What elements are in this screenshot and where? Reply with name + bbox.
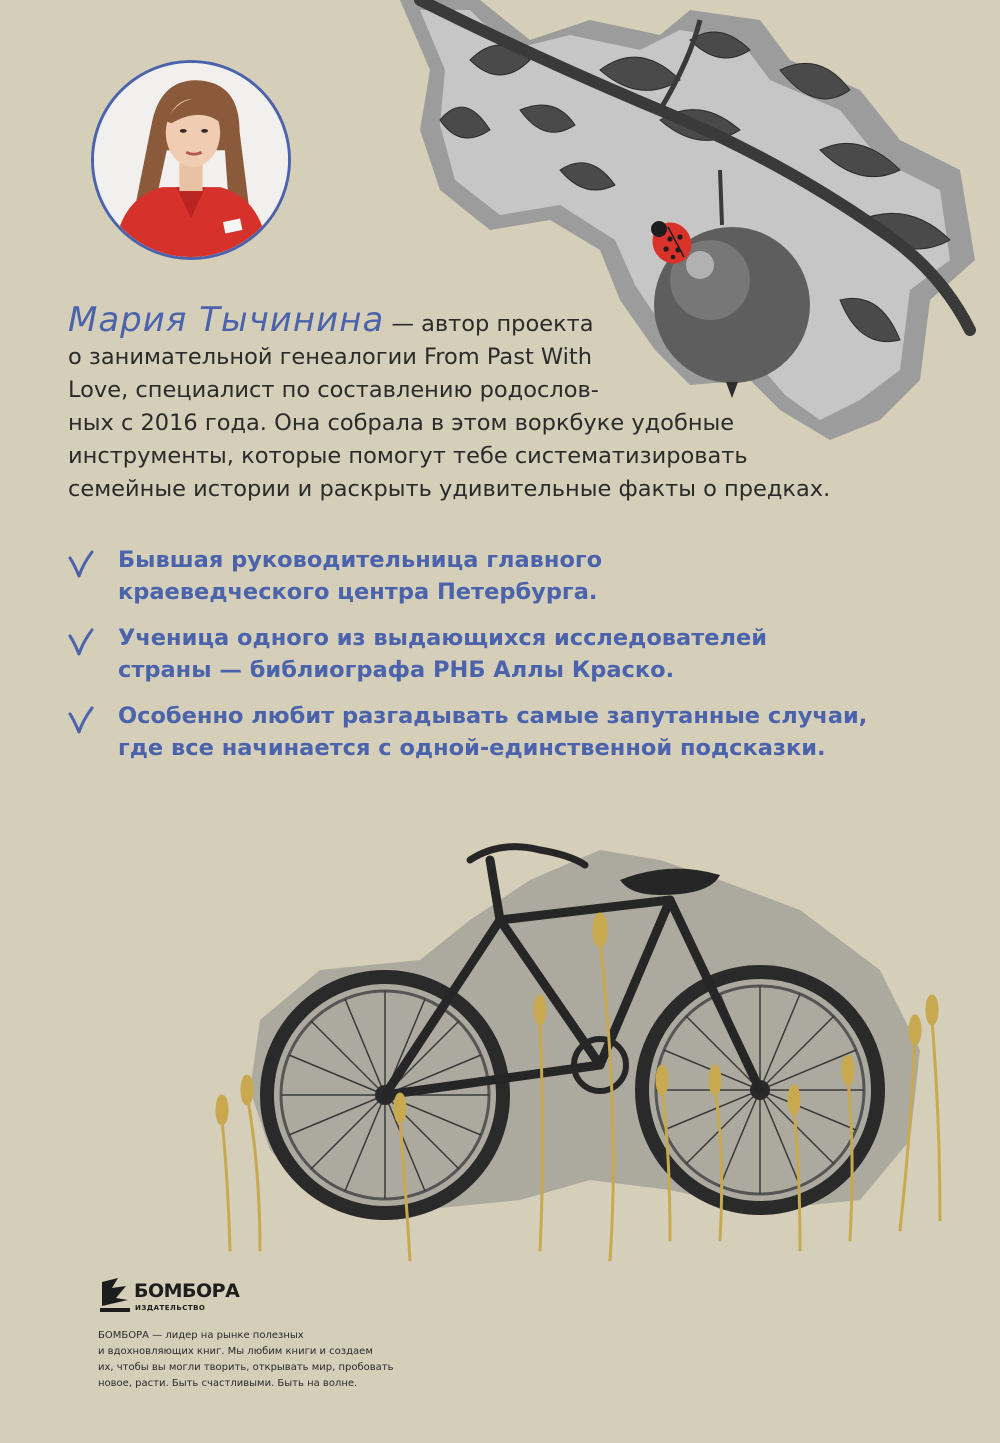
fact-line: Ученица одного из выдающихся исследователей — [118, 625, 768, 651]
note-line: новое, расти. Быть счастливыми. Быть на волне. — [98, 1378, 358, 1389]
fact-line: краеведческого центра Петербурга. — [118, 579, 598, 605]
bio-first-line — [68, 300, 918, 341]
logo-name: БОМБОРА — [134, 1280, 240, 1302]
bio-line-5: инструменты, которые помогут тебе систематизировать — [68, 443, 748, 469]
note-line: их, чтобы вы могли творить, открывать мир, пробовать — [98, 1362, 394, 1373]
check-icon — [68, 706, 94, 736]
facts-list — [68, 544, 968, 778]
bombora-logo-mark — [98, 1276, 132, 1316]
fact-item — [68, 700, 968, 764]
check-icon — [68, 550, 94, 580]
author-portrait — [91, 60, 291, 260]
bio-line-1: — автор проекта — [384, 311, 594, 337]
bio-line-3: Love, специалист по составлению родослов- — [68, 377, 599, 403]
portrait-illustration — [94, 63, 288, 257]
fact-line: Бывшая руководительница главного — [118, 547, 603, 573]
note-line: БОМБОРА — лидер на рынке полезных — [98, 1330, 304, 1341]
fact-line: Особенно любит разгадывать самые запутанные случаи, — [118, 703, 868, 729]
bio-line-4: ных с 2016 года. Она собрала в этом воркбуке удобные — [68, 410, 735, 436]
bombora-logo — [98, 1276, 248, 1320]
fact-line: страны — библиографа РНБ Аллы Краско. — [118, 657, 675, 683]
fact-item — [68, 622, 968, 686]
logo-subtitle: ИЗДАТЕЛЬСТВО — [135, 1304, 206, 1312]
bicycle-illustration — [200, 820, 960, 1270]
publisher-note — [98, 1328, 458, 1392]
author-bio — [68, 300, 918, 506]
author-name: Мария Тычинина — [68, 300, 385, 340]
check-icon — [68, 628, 94, 658]
bio-line-2: о занимательной генеалогии From Past With — [68, 344, 593, 370]
note-line: и вдохновляющих книг. Мы любим книги и создаем — [98, 1346, 373, 1357]
fact-item — [68, 544, 968, 608]
bio-line-6: семейные истории и раскрыть удивительные факты о предках. — [68, 476, 831, 502]
fact-line: где все начинается с одной-единственной подсказки. — [118, 735, 826, 761]
